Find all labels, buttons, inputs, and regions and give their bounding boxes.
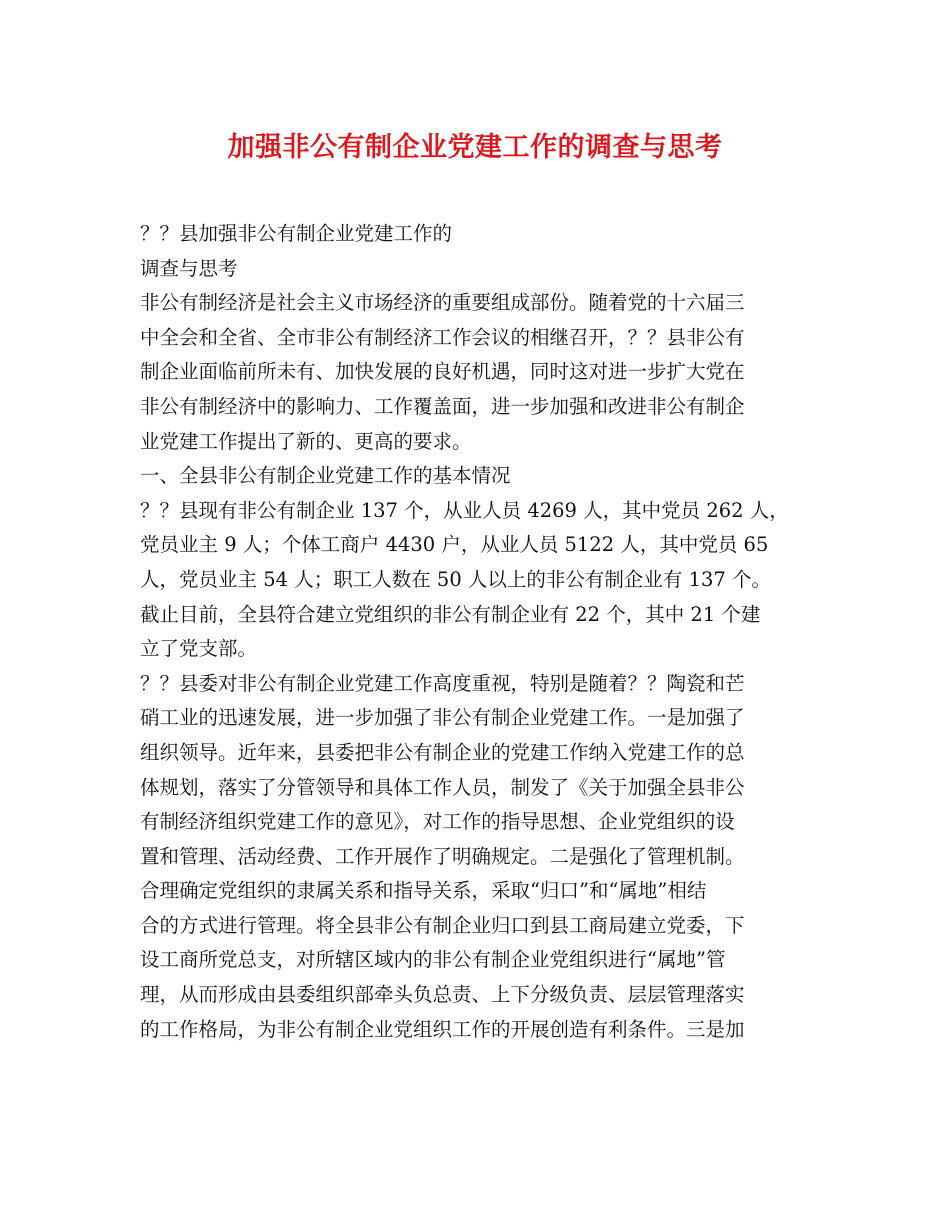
document-body xyxy=(140,217,830,1047)
body-line: 的工作格局，为非公有制企业党组织工作的开展创造有利条件。三是加 xyxy=(140,1017,745,1041)
body-line: 理，从而形成由县委组织部牵头负总责、上下分级负责、层层管理落实 xyxy=(140,983,745,1007)
body-line: 立了党支部。 xyxy=(140,637,258,661)
body-line: ？？县现有非公有制企业 137 个，从业人员 4269 人，其中党员 262 人， xyxy=(140,498,789,522)
body-line: 合的方式进行管理。将全县非公有制企业归口到县工商局建立党委，下 xyxy=(140,913,745,937)
body-line: 制企业面临前所未有、加快发展的良好机遇，同时这对进一步扩大党在 xyxy=(140,360,745,384)
document-title: 加强非公有制企业党建工作的调查与思考 xyxy=(227,132,723,163)
body-line: 合理确定党组织的隶属关系和指导关系，采取“归口”和“属地”相结 xyxy=(140,879,707,903)
body-line: 人，党员业主 54 人；职工人数在 50 人以上的非公有制企业有 137 个。 xyxy=(140,567,772,591)
body-line: 截止目前，全县符合建立党组织的非公有制企业有 22 个，其中 21 个建 xyxy=(140,602,761,626)
body-line: 置和管理、活动经费、工作开展作了明确规定。二是强化了管理机制。 xyxy=(140,844,745,868)
body-line: 设工商所党总支，对所辖区域内的非公有制企业党组织进行“属地”管 xyxy=(140,948,726,972)
body-line: ？？县委对非公有制企业党建工作高度重视，特别是随着？？陶瓷和芒 xyxy=(140,671,745,695)
body-line: 中全会和全省、全市非公有制经济工作会议的相继召开，？？县非公有 xyxy=(140,325,745,349)
body-line: 有制经济组织党建工作的意见》，对工作的指导思想、企业党组织的设 xyxy=(140,810,735,834)
body-line: 调查与思考 xyxy=(140,256,238,280)
body-line: ？？县加强非公有制企业党建工作的 xyxy=(140,222,453,245)
body-line: 非公有制经济是社会主义市场经济的重要组成部份。随着党的十六届三 xyxy=(140,291,745,315)
body-line: 非公有制经济中的影响力、工作覆盖面，进一步加强和改进非公有制企 xyxy=(140,394,745,418)
body-line: 组织领导。近年来，县委把非公有制企业的党建工作纳入党建工作的总 xyxy=(140,740,745,764)
body-line: 硝工业的迅速发展，进一步加强了非公有制企业党建工作。一是加强了 xyxy=(140,706,745,730)
body-line: 党员业主 9 人；个体工商户 4430 户，从业人员 5122 人，其中党员 65 xyxy=(140,533,769,557)
body-line: 体规划，落实了分管领导和具体工作人员，制发了《关于加强全县非公 xyxy=(140,775,745,799)
body-line: 一、全县非公有制企业党建工作的基本情况 xyxy=(140,464,511,488)
body-line: 业党建工作提出了新的、更高的要求。 xyxy=(140,429,472,453)
